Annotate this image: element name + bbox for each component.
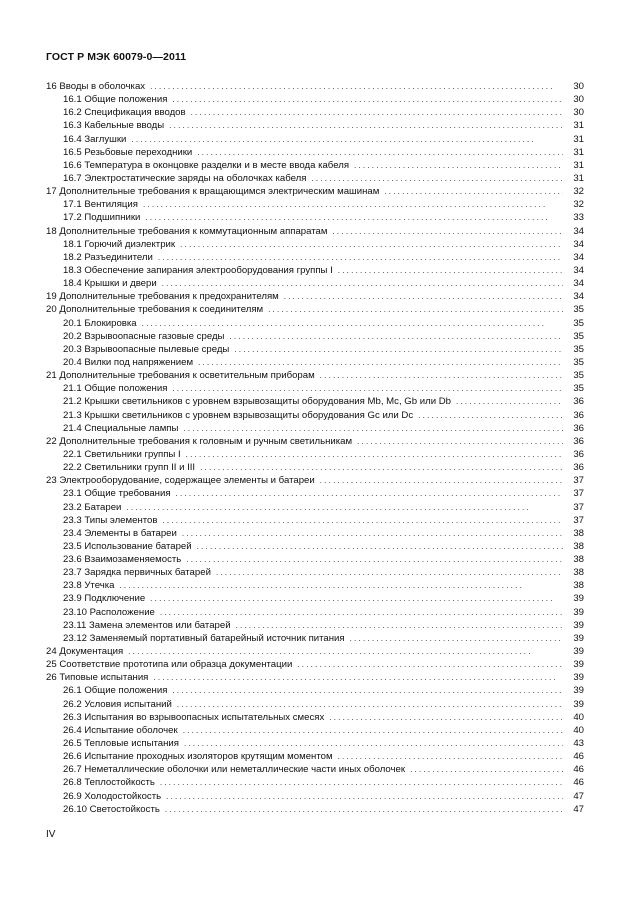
toc-entry-title: 26.10 Светостойкость [63, 803, 160, 815]
toc-subsection-row[interactable] [46, 343, 584, 356]
toc-entry-title: 26.1 Общие положения [63, 685, 168, 697]
toc-section-row[interactable] [46, 658, 584, 671]
toc-dot-leader [338, 750, 563, 763]
toc-dot-leader [162, 514, 563, 527]
toc-subsection-row[interactable] [46, 106, 584, 119]
toc-dot-leader [197, 540, 563, 553]
toc-subsection-row[interactable] [46, 514, 584, 527]
toc-subsection-row[interactable] [46, 750, 584, 763]
toc-entry-title: 26.6 Испытание проходных изоляторов крутящим моментом [63, 751, 333, 763]
toc-dot-leader [166, 790, 563, 803]
toc-entry-page: 35 [573, 330, 584, 342]
toc-entry-title: 16.1 Общие положения [63, 94, 168, 106]
toc-entry-title: 23.11 Замена элементов или батарей [63, 619, 231, 631]
toc-entry-page: 33 [573, 212, 584, 224]
toc-section-row[interactable] [46, 435, 584, 448]
toc-subsection-row[interactable] [46, 409, 584, 422]
toc-subsection-row[interactable] [46, 119, 584, 132]
toc-entry-page: 31 [573, 172, 584, 184]
toc-dot-leader [357, 435, 563, 448]
toc-entry-title: 22.2 Светильники групп II и III [63, 462, 196, 474]
toc-dot-leader [418, 409, 563, 422]
toc-dot-leader [354, 159, 563, 172]
toc-entry-title: 26.9 Холодостойкость [63, 790, 162, 802]
toc-entry-page: 35 [573, 317, 584, 329]
toc-entry-page: 35 [573, 383, 584, 395]
toc-subsection-row[interactable] [46, 763, 584, 776]
toc-entry-title: 16.3 Кабельные вводы [63, 120, 165, 132]
toc-entry-page: 39 [573, 632, 584, 644]
toc-entry-title: 21.3 Крышки светильников с уровнем взрывозащиты оборудования Gc или Dc [63, 409, 414, 421]
toc-entry-title: 20 Дополнительные требования к соединителям [46, 304, 264, 316]
toc-subsection-row[interactable] [46, 330, 584, 343]
toc-dot-leader [234, 343, 563, 356]
toc-entry-title: 23.2 Батареи [63, 501, 122, 513]
toc-entry-page: 35 [573, 356, 584, 368]
toc-subsection-row[interactable] [46, 606, 584, 619]
toc-subsection-row[interactable] [46, 277, 584, 290]
toc-dot-leader [216, 566, 563, 579]
toc-section-row[interactable] [46, 369, 584, 382]
toc-subsection-row[interactable] [46, 356, 584, 369]
toc-subsection-row[interactable] [46, 698, 584, 711]
toc-entry-page: 30 [573, 81, 584, 92]
toc-section-row[interactable] [46, 80, 584, 93]
toc-section-row[interactable] [46, 185, 584, 198]
toc-subsection-row[interactable] [46, 487, 584, 500]
toc-entry-title: 22 Дополнительные требования к головным и ручным светильникам [46, 435, 353, 447]
toc-subsection-row[interactable] [46, 711, 584, 724]
toc-entry-page: 31 [573, 133, 584, 145]
toc-dot-leader [169, 119, 563, 132]
toc-entry-page: 39 [573, 593, 584, 605]
toc-section-row[interactable] [46, 303, 584, 316]
toc-entry-title: 25 Соответствие прототипа или образца документации [46, 659, 293, 671]
toc-subsection-row[interactable] [46, 579, 584, 592]
toc-entry-title: 26.2 Условия испытаний [63, 698, 172, 710]
toc-dot-leader [126, 501, 563, 514]
toc-dot-leader [320, 369, 563, 382]
toc-entry-page: 38 [573, 567, 584, 579]
document-header: ГОСТ Р МЭК 60079-0—2011 [46, 51, 187, 63]
toc-dot-leader [142, 317, 563, 330]
toc-subsection-row[interactable] [46, 724, 584, 737]
toc-dot-leader [143, 198, 563, 211]
toc-subsection-row[interactable] [46, 527, 584, 540]
toc-dot-leader [153, 671, 563, 684]
toc-entry-page: 31 [573, 146, 584, 158]
toc-entry-title: 18.3 Обеспечение запирания электрооборудования группы I [63, 264, 333, 276]
toc-entry-title: 20.2 Взрывоопасные газовые среды [63, 330, 225, 342]
toc-section-row[interactable] [46, 474, 584, 487]
toc-dot-leader [128, 645, 563, 658]
toc-entry-title: 23 Электрооборудование, содержащее элементы и батареи [46, 475, 315, 487]
toc-entry-page: 40 [573, 711, 584, 723]
toc-entry-page: 47 [573, 790, 584, 802]
toc-entry-page: 35 [573, 343, 584, 355]
toc-subsection-row[interactable] [46, 448, 584, 461]
toc-entry-title: 23.7 Зарядка первичных батарей [63, 567, 211, 579]
toc-subsection-row[interactable] [46, 461, 584, 474]
toc-subsection-row[interactable] [46, 146, 584, 159]
toc-entry-title: 26.3 Испытания во взрывоопасных испытательных смесях [63, 711, 325, 723]
toc-section-row[interactable] [46, 225, 584, 238]
toc-dot-leader [119, 579, 563, 592]
toc-subsection-row[interactable] [46, 566, 584, 579]
toc-subsection-row[interactable] [46, 737, 584, 750]
toc-subsection-row[interactable] [46, 159, 584, 172]
toc-subsection-row[interactable] [46, 422, 584, 435]
toc-entry-page: 40 [573, 724, 584, 736]
toc-entry-page: 30 [573, 107, 584, 119]
toc-entry-page: 31 [573, 120, 584, 132]
toc-dot-leader [145, 211, 563, 224]
toc-entry-page: 36 [573, 448, 584, 460]
toc-entry-title: 23.1 Общие требования [63, 488, 171, 500]
toc-dot-leader [176, 487, 563, 500]
toc-entry-title: 16.6 Температура в оконцовке разделки и в месте ввода кабеля [63, 159, 350, 171]
toc-entry-page: 36 [573, 409, 584, 421]
toc-entry-page: 34 [573, 278, 584, 290]
toc-subsection-row[interactable] [46, 592, 584, 605]
toc-entry-title: 16 Вводы в оболочках [46, 81, 146, 92]
toc-dot-leader [160, 776, 563, 789]
toc-entry-title: 16.2 Спецификация вводов [63, 107, 186, 119]
toc-dot-leader [338, 264, 563, 277]
toc-subsection-row[interactable] [46, 790, 584, 803]
toc-subsection-row[interactable] [46, 501, 584, 514]
toc-entry-page: 47 [573, 803, 584, 815]
toc-entry-page: 36 [573, 462, 584, 474]
toc-dot-leader [172, 93, 563, 106]
toc-dot-leader [191, 106, 563, 119]
toc-dot-leader [236, 619, 563, 632]
toc-entry-title: 26.8 Теплостойкость [63, 777, 155, 789]
toc-entry-title: 23.8 Утечка [63, 580, 115, 592]
toc-dot-leader [320, 474, 563, 487]
toc-subsection-row[interactable] [46, 317, 584, 330]
toc-section-row[interactable] [46, 671, 584, 684]
toc-dot-leader [150, 592, 563, 605]
toc-entry-page: 34 [573, 291, 584, 303]
toc-dot-leader [284, 290, 563, 303]
toc-entry-page: 35 [573, 304, 584, 316]
toc-entry-title: 26.4 Испытание оболочек [63, 724, 178, 736]
toc-entry-page: 35 [573, 370, 584, 382]
toc-entry-title: 17 Дополнительные требования к вращающимся электрическим машинам [46, 186, 380, 198]
toc-entry-title: 16.4 Заглушки [63, 133, 127, 145]
toc-subsection-row[interactable] [46, 553, 584, 566]
toc-entry-page: 37 [573, 514, 584, 526]
toc-dot-leader [229, 330, 563, 343]
toc-dot-leader [165, 803, 563, 816]
toc-subsection-row[interactable] [46, 803, 584, 816]
toc-dot-leader [150, 80, 563, 93]
toc-entry-page: 46 [573, 751, 584, 763]
toc-entry-page: 39 [573, 619, 584, 631]
toc-entry-title: 18.4 Крышки и двери [63, 278, 157, 290]
toc-entry-title: 20.1 Блокировка [63, 317, 137, 329]
toc-entry-page: 37 [573, 501, 584, 513]
toc-entry-page: 39 [573, 698, 584, 710]
toc-entry-page: 38 [573, 580, 584, 592]
toc-entry-title: 17.2 Подшипники [63, 212, 141, 224]
toc-entry-title: 23.9 Подключение [63, 593, 146, 605]
toc-entry-title: 21.4 Специальные лампы [63, 422, 179, 434]
toc-entry-page: 46 [573, 764, 584, 776]
toc-dot-leader [456, 395, 563, 408]
table-of-contents [46, 80, 584, 816]
toc-entry-page: 39 [573, 672, 584, 684]
toc-entry-title: 26 Типовые испытания [46, 672, 149, 684]
toc-dot-leader [162, 277, 563, 290]
toc-entry-title: 23.12 Заменяемый портативный батарейный источник питания [63, 632, 345, 644]
toc-dot-leader [186, 448, 563, 461]
toc-entry-title: 18.2 Разъединители [63, 251, 153, 263]
toc-dot-leader [329, 711, 563, 724]
toc-subsection-row[interactable] [46, 172, 584, 185]
toc-dot-leader [183, 422, 563, 435]
toc-dot-leader [182, 527, 563, 540]
toc-dot-leader [180, 238, 563, 251]
toc-subsection-row[interactable] [46, 238, 584, 251]
toc-entry-title: 18 Дополнительные требования к коммутационным аппаратам [46, 225, 328, 237]
toc-entry-page: 37 [573, 488, 584, 500]
toc-entry-title: 21 Дополнительные требования к осветительным приборам [46, 370, 315, 382]
toc-entry-title: 23.6 Взаимозаменяемость [63, 554, 182, 566]
toc-entry-page: 31 [573, 159, 584, 171]
toc-dot-leader [350, 632, 563, 645]
toc-entry-page: 39 [573, 646, 584, 658]
toc-dot-leader [197, 146, 563, 159]
toc-entry-page: 38 [573, 540, 584, 552]
toc-entry-page: 39 [573, 659, 584, 671]
toc-entry-page: 34 [573, 251, 584, 263]
toc-entry-title: 24 Документация [46, 646, 124, 658]
toc-dot-leader [172, 382, 563, 395]
toc-dot-leader [200, 461, 563, 474]
toc-dot-leader [131, 133, 563, 146]
toc-entry-page: 39 [573, 685, 584, 697]
toc-entry-title: 23.4 Элементы в батареи [63, 527, 177, 539]
toc-entry-page: 39 [573, 606, 584, 618]
toc-entry-page: 34 [573, 225, 584, 237]
toc-entry-title: 23.5 Использование батарей [63, 540, 192, 552]
toc-entry-title: 16.5 Резьбовые переходники [63, 146, 193, 158]
page-number: IV [46, 829, 56, 840]
toc-dot-leader [183, 724, 563, 737]
toc-dot-leader [198, 356, 563, 369]
toc-dot-leader [177, 698, 563, 711]
toc-dot-leader [268, 303, 563, 316]
toc-subsection-row[interactable] [46, 264, 584, 277]
toc-entry-page: 37 [573, 475, 584, 487]
toc-dot-leader [311, 172, 563, 185]
toc-entry-page: 36 [573, 435, 584, 447]
toc-entry-title: 17.1 Вентиляция [63, 199, 138, 211]
toc-entry-page: 30 [573, 94, 584, 106]
toc-entry-page: 32 [573, 186, 584, 198]
toc-dot-leader [184, 737, 563, 750]
toc-entry-title: 16.7 Электростатические заряды на оболочках кабеля [63, 172, 307, 184]
toc-subsection-row[interactable] [46, 133, 584, 146]
toc-entry-page: 38 [573, 527, 584, 539]
toc-section-row[interactable] [46, 645, 584, 658]
toc-entry-page: 36 [573, 422, 584, 434]
toc-section-row[interactable] [46, 290, 584, 303]
toc-dot-leader [384, 185, 563, 198]
toc-entry-title: 18.1 Горючий диэлектрик [63, 238, 176, 250]
toc-entry-title: 22.1 Светильники группы I [63, 448, 181, 460]
toc-dot-leader [297, 658, 563, 671]
toc-subsection-row[interactable] [46, 198, 584, 211]
toc-entry-title: 26.5 Тепловые испытания [63, 738, 179, 750]
toc-dot-leader [410, 763, 563, 776]
toc-entry-page: 32 [573, 199, 584, 211]
toc-subsection-row[interactable] [46, 619, 584, 632]
toc-entry-page: 36 [573, 396, 584, 408]
toc-entry-page: 38 [573, 554, 584, 566]
toc-subsection-row[interactable] [46, 251, 584, 264]
toc-entry-title: 20.4 Вилки под напряжением [63, 356, 194, 368]
toc-subsection-row[interactable] [46, 211, 584, 224]
toc-subsection-row[interactable] [46, 684, 584, 697]
toc-entry-page: 34 [573, 264, 584, 276]
toc-entry-page: 43 [573, 738, 584, 750]
toc-subsection-row[interactable] [46, 540, 584, 553]
toc-subsection-row[interactable] [46, 395, 584, 408]
toc-dot-leader [160, 606, 563, 619]
toc-entry-title: 23.3 Типы элементов [63, 514, 158, 526]
toc-entry-page: 46 [573, 777, 584, 789]
toc-subsection-row[interactable] [46, 632, 584, 645]
toc-entry-title: 21.2 Крышки светильников с уровнем взрывозащиты оборудования Mb, Mc, Gb или Db [63, 396, 452, 408]
toc-dot-leader [172, 684, 563, 697]
toc-entry-title: 21.1 Общие положения [63, 383, 168, 395]
toc-dot-leader [332, 225, 563, 238]
toc-subsection-row[interactable] [46, 93, 584, 106]
toc-entry-title: 19 Дополнительные требования к предохранителям [46, 291, 279, 303]
toc-dot-leader [158, 251, 563, 264]
toc-dot-leader [186, 553, 563, 566]
toc-entry-page: 34 [573, 238, 584, 250]
toc-entry-title: 26.7 Неметаллические оболочки или неметаллические части иных оболочек [63, 764, 406, 776]
toc-subsection-row[interactable] [46, 382, 584, 395]
toc-entry-title: 20.3 Взрывоопасные пылевые среды [63, 343, 230, 355]
toc-entry-title: 23.10 Расположение [63, 606, 155, 618]
toc-subsection-row[interactable] [46, 776, 584, 789]
